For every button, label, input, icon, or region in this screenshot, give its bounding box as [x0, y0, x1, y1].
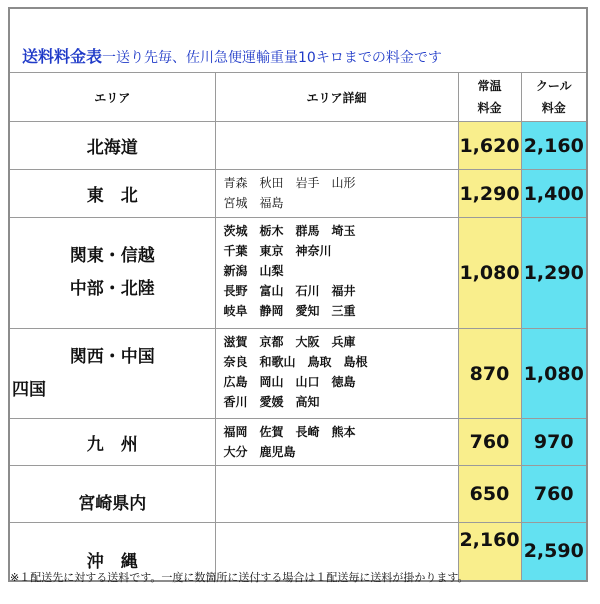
title-cell: [9, 8, 587, 73]
cool-price: 2,160: [521, 122, 587, 170]
shipping-fee-table-container: [8, 7, 586, 582]
header-detail: エリア詳細: [215, 73, 458, 122]
area-name: [9, 329, 215, 419]
table-row: [9, 329, 587, 419]
header-standard-line1: 常温: [477, 79, 502, 93]
area-name-line: 四国: [12, 379, 46, 400]
detail-line: 広島 岡山 山口 徳島: [223, 375, 356, 389]
detail-line: 新潟 山梨: [223, 264, 284, 278]
header-cool-line2: 料金: [541, 101, 566, 115]
table-row: [9, 218, 587, 329]
detail-line: 千葉 東京 神奈川: [223, 244, 332, 258]
area-name: [9, 122, 215, 170]
header-standard: [458, 73, 521, 122]
table-row: [9, 122, 587, 170]
area-name-line: 沖 縄: [86, 551, 138, 572]
area-detail: [215, 329, 458, 419]
area-name-line: 関東・信越: [69, 246, 155, 266]
footnote: ※１配送先に対する送料です。一度に数箇所に送付する場合は１配送毎に送料が掛かります。: [10, 571, 469, 584]
standard-price: 1,290: [458, 170, 521, 218]
cool-price: 2,590: [521, 523, 587, 581]
table-subtitle: 一送り先毎、佐川急便運輸重量10キロまでの料金です: [102, 50, 442, 66]
table-row: [9, 419, 587, 466]
cool-price: 760: [521, 466, 587, 523]
area-name: [9, 218, 215, 329]
detail-line: 福岡 佐賀 長崎 熊本: [223, 425, 356, 439]
detail-line: 滋賀 京都 大阪 兵庫: [223, 335, 356, 349]
standard-price: 1,620: [458, 122, 521, 170]
cool-price: 970: [521, 419, 587, 466]
area-name: [9, 466, 215, 523]
area-detail: [215, 419, 458, 466]
header-cool-line1: クール: [535, 79, 572, 93]
header-area: エリア: [9, 73, 215, 122]
cool-price: 1,400: [521, 170, 587, 218]
detail-line: 大分 鹿児島: [223, 445, 296, 459]
cool-price: 1,290: [521, 218, 587, 329]
area-detail: [215, 466, 458, 523]
detail-line: 長野 富山 石川 福井: [223, 284, 356, 298]
detail-line: 宮城 福島: [223, 196, 284, 210]
standard-price: 2,160: [458, 523, 521, 581]
shipping-fee-table: [8, 7, 588, 582]
area-detail: [215, 122, 458, 170]
area-name-line: 関西・中国: [69, 346, 155, 367]
area-name-line: 中部・北陸: [69, 279, 155, 299]
header-cool: [521, 73, 587, 122]
area-name-line: 宮崎県内: [78, 494, 147, 514]
table-title: 送料料金表: [22, 47, 103, 66]
detail-line: 奈良 和歌山 鳥取 島根: [223, 355, 368, 369]
area-name: [9, 419, 215, 466]
standard-price: 870: [458, 329, 521, 419]
area-name-line: 北海道: [86, 138, 138, 158]
detail-line: 青森 秋田 岩手 山形: [223, 176, 356, 190]
detail-line: 岐阜 静岡 愛知 三重: [223, 304, 356, 318]
area-name-line: 九 州: [86, 434, 138, 455]
cool-price: 1,080: [521, 329, 587, 419]
area-name: [9, 170, 215, 218]
area-name-line: 東 北: [86, 186, 138, 206]
area-detail: [215, 218, 458, 329]
standard-price: 650: [458, 466, 521, 523]
table-row: [9, 170, 587, 218]
area-detail: [215, 170, 458, 218]
standard-price: 1,080: [458, 218, 521, 329]
header-row: [9, 73, 587, 122]
table-row: [9, 466, 587, 523]
detail-line: 茨城 栃木 群馬 埼玉: [223, 224, 356, 238]
detail-line: 香川 愛媛 高知: [223, 395, 320, 409]
title-row: [9, 8, 587, 73]
header-standard-line2: 料金: [477, 101, 502, 115]
standard-price: 760: [458, 419, 521, 466]
